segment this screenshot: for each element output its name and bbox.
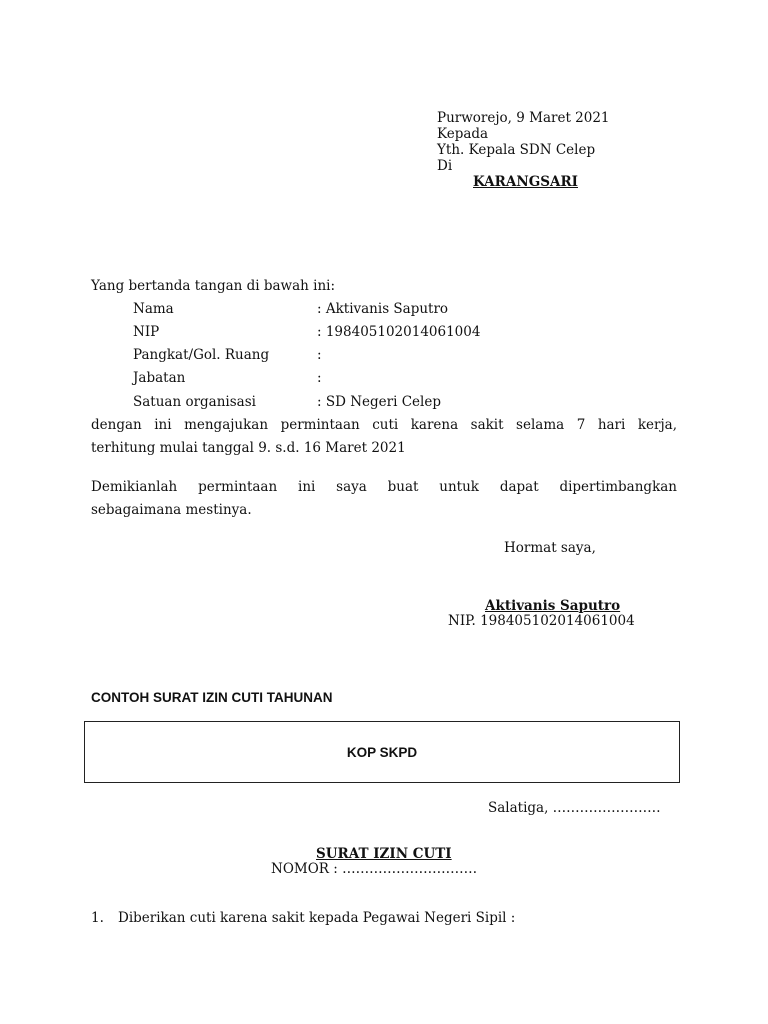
field-value-nama: : Aktivanis Saputro <box>317 301 449 317</box>
field-label-pangkat: Pangkat/Gol. Ruang <box>133 347 270 363</box>
signature-greeting: Hormat saya, <box>504 540 596 556</box>
field-label-nama: Nama <box>133 301 174 317</box>
field-label-jabatan: Jabatan <box>133 370 186 386</box>
closing-line-1: Demikianlah permintaan ini saya buat untuk dapat dipertimbangkan <box>91 479 677 495</box>
place-date: Purworejo, 9 Maret 2021 <box>437 110 610 126</box>
field-value-satuan: : SD Negeri Celep <box>317 394 441 410</box>
field-value-jabatan: : <box>317 370 322 386</box>
signature-nip: NIP. 198405102014061004 <box>448 613 635 629</box>
field-value-pangkat: : <box>317 347 322 363</box>
to-label: Kepada <box>437 126 489 142</box>
field-label-nip: NIP <box>133 324 160 340</box>
signature-name: Aktivanis Saputro <box>485 598 621 614</box>
closing-line-2: sebagaimana mestinya. <box>91 502 252 518</box>
field-value-nip: : 198405102014061004 <box>317 324 481 340</box>
field-label-satuan: Satuan organisasi <box>133 394 256 410</box>
section-heading: CONTOH SURAT IZIN CUTI TAHUNAN <box>91 690 333 705</box>
location: KARANGSARI <box>473 174 578 190</box>
list-item-number: 1. <box>91 910 104 926</box>
body-line-1: dengan ini mengajukan permintaan cuti karena sakit selama 7 hari kerja, <box>91 417 677 433</box>
recipient: Yth. Kepala SDN Celep <box>437 142 596 158</box>
kop-box <box>84 721 680 783</box>
kop-label: KOP SKPD <box>346 745 418 760</box>
intro-text: Yang bertanda tangan di bawah ini: <box>91 278 336 294</box>
letter-place-date: Salatiga, …………………… <box>488 800 661 816</box>
body-line-2: terhitung mulai tanggal 9. s.d. 16 Maret 2021 <box>91 440 406 456</box>
letter-number: NOMOR : ………………………… <box>271 861 478 877</box>
at-label: Di <box>437 158 453 174</box>
list-item-text: Diberikan cuti karena sakit kepada Pegawai Negeri Sipil : <box>118 910 516 926</box>
letter-title: SURAT IZIN CUTI <box>316 846 452 862</box>
